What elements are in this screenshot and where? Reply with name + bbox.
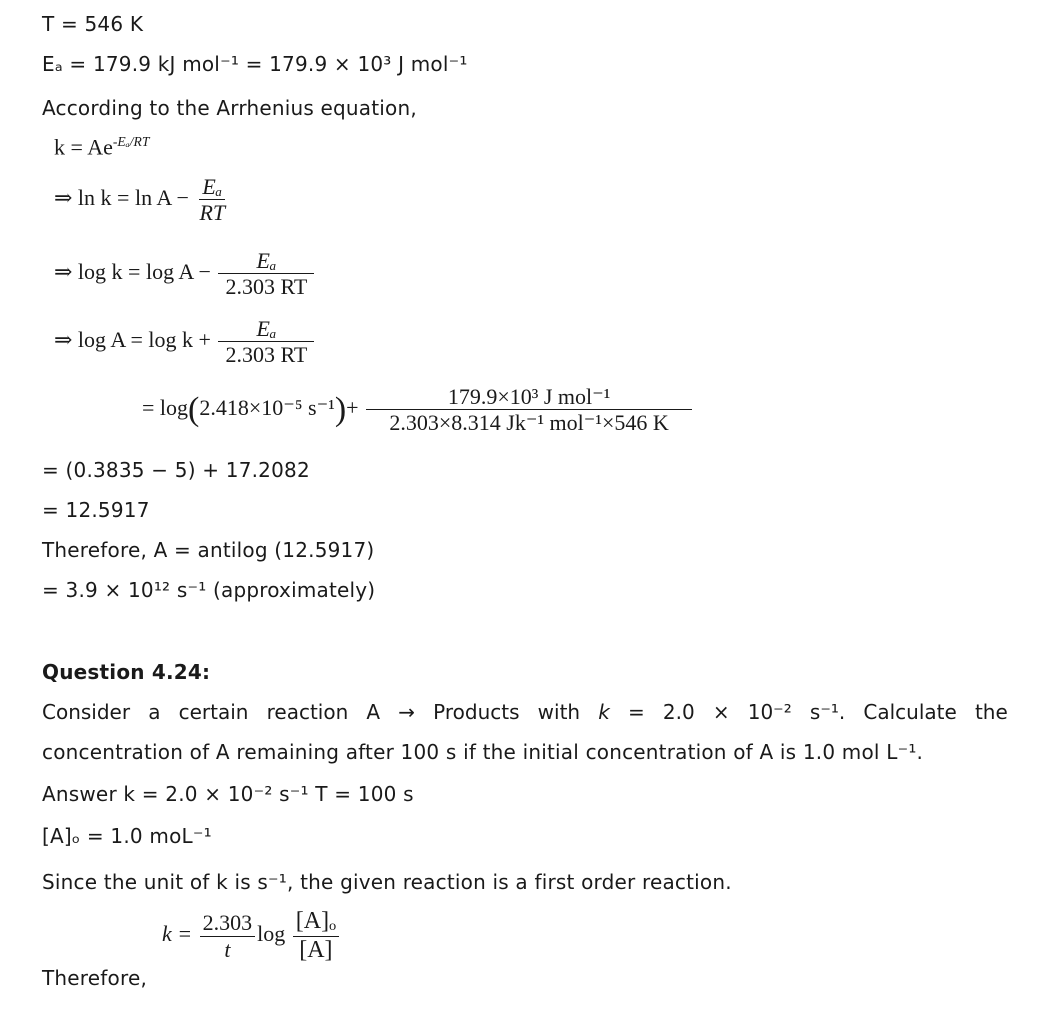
- q-word: Calculate: [863, 700, 957, 724]
- question-text-line-2: concentration of A remaining after 100 s if the initial concentration of A is 1.0 mol L⁻¹.: [42, 740, 924, 764]
- eq2-denominator: RT: [199, 200, 226, 226]
- eq5-inner: 2.418×10⁻⁵ s⁻¹: [199, 394, 335, 420]
- q-word: →: [398, 700, 416, 724]
- formula-log: log: [257, 921, 286, 947]
- eq2-lhs: ⇒ ln k = ln A −: [54, 184, 189, 210]
- q-word: ×: [712, 700, 730, 724]
- eq5-plus: +: [346, 394, 359, 420]
- eq3-denominator: 2.303 RT: [225, 274, 308, 300]
- substitution-equation: [142, 384, 694, 436]
- q-word: 2.0: [662, 700, 695, 724]
- q-word: reaction: [266, 700, 349, 724]
- close-paren: ): [334, 390, 347, 428]
- eq3-numerator: Eₐ: [218, 248, 314, 274]
- first-order-formula: [162, 908, 341, 964]
- formula-den-1: t: [224, 936, 231, 962]
- log-k-equation: [54, 248, 316, 300]
- eq3-lhs: ⇒ log k = log A −: [54, 258, 211, 284]
- eq2-numerator: Eₐ: [199, 174, 225, 200]
- arrhenius-intro: According to the Arrhenius equation,: [42, 96, 417, 120]
- antilog-line: Therefore, A = antilog (12.5917): [42, 538, 375, 562]
- eq2-fraction: [196, 174, 228, 226]
- log-a-equation: [54, 316, 316, 368]
- eq3-fraction: [218, 248, 314, 300]
- q-word: with: [537, 700, 581, 724]
- formula-num-2: [A]ₒ: [293, 908, 339, 937]
- q-word: certain: [178, 700, 249, 724]
- q-word: 10⁻²: [747, 700, 792, 724]
- q-word: Products: [433, 700, 520, 724]
- formula-fraction-2: [293, 908, 339, 964]
- formula-den-2: [A]: [299, 936, 333, 963]
- q-word: =: [627, 700, 645, 724]
- eq4-denominator: 2.303 RT: [225, 342, 308, 368]
- temperature-line: T = 546 K: [42, 12, 144, 36]
- formula-fraction-1: [200, 910, 256, 962]
- q-word: k: [598, 700, 610, 724]
- eq5-fraction: [366, 384, 692, 436]
- q-word: the: [974, 700, 1008, 724]
- eq4-fraction: [218, 316, 314, 368]
- eq4-numerator: Eₐ: [218, 316, 314, 342]
- question-text-line-1: [42, 700, 1008, 724]
- eq1-exponent: -Eₐ/RT: [112, 134, 150, 149]
- eq1-lhs: k = Ae: [54, 134, 113, 160]
- therefore-label: Therefore,: [42, 966, 148, 990]
- q-word: Consider: [42, 700, 131, 724]
- result-line-1: = (0.3835 − 5) + 17.2082: [42, 458, 310, 482]
- eq5-lhs: = log: [142, 394, 189, 420]
- answer-line: Answer k = 2.0 × 10⁻² s⁻¹ T = 100 s: [42, 782, 414, 806]
- eq5-numerator: 179.9×10³ J mol⁻¹: [366, 384, 692, 410]
- q-word: a: [148, 700, 161, 724]
- q-word: s⁻¹.: [809, 700, 846, 724]
- eq4-lhs: ⇒ log A = log k +: [54, 326, 211, 352]
- final-answer-line: = 3.9 × 10¹² s⁻¹ (approximately): [42, 578, 376, 602]
- result-line-2: = 12.5917: [42, 498, 150, 522]
- formula-num-1: 2.303: [200, 910, 256, 936]
- eq5-denominator: 2.303×8.314 Jk⁻¹ mol⁻¹×546 K: [389, 410, 669, 436]
- initial-concentration-line: [A]ₒ = 1.0 moL⁻¹: [42, 824, 212, 848]
- arrhenius-equation: [54, 134, 149, 160]
- question-title: Question 4.24:: [42, 660, 211, 684]
- open-paren: (: [188, 390, 200, 428]
- formula-lhs: k =: [162, 921, 193, 947]
- q-word: A: [366, 700, 381, 724]
- activation-energy-line: Eₐ = 179.9 kJ mol⁻¹ = 179.9 × 10³ J mol⁻¹: [42, 52, 468, 76]
- ln-equation: [54, 174, 230, 226]
- unit-note-line: Since the unit of k is s⁻¹, the given reaction is a first order reaction.: [42, 870, 732, 894]
